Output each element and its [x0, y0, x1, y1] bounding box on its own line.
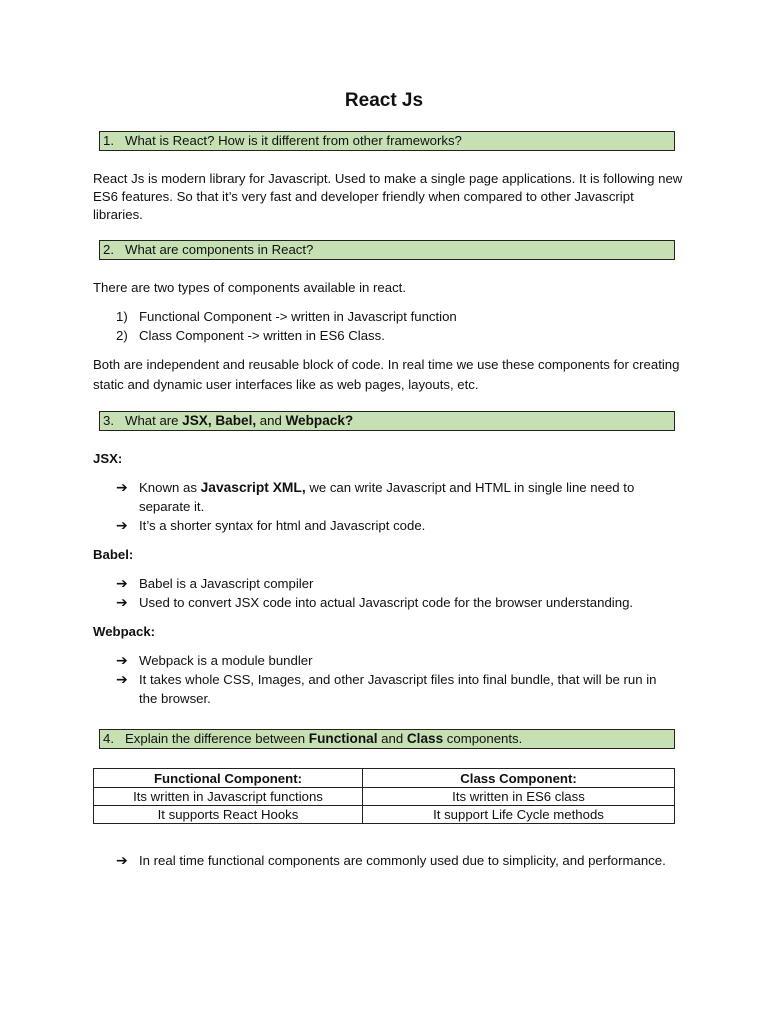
babel-list [116, 574, 676, 612]
answer-2-intro: There are two types of components available in react. [93, 280, 407, 295]
arrow-bullet-icon: ➔ [116, 671, 128, 687]
jsx-list [116, 478, 676, 535]
question-2-box [99, 240, 675, 260]
question-3-text: What are JSX, Babel, and Webpack? [125, 413, 354, 428]
list-item-text: Class Component -> written in ES6 Class. [139, 328, 385, 343]
question-2-number: 2. [103, 242, 114, 257]
arrow-bullet-icon: ➔ [116, 594, 128, 610]
question-4-box [99, 729, 675, 749]
table-header-cell: Class Component: [363, 769, 675, 788]
arrow-bullet-icon: ➔ [116, 652, 128, 668]
question-4-number: 4. [103, 731, 114, 746]
list-item-text: Functional Component -> written in Javascript function [139, 309, 457, 324]
table-cell: Its written in Javascript functions [94, 788, 363, 806]
question-1-text: What is React? How is it different from other frameworks? [125, 133, 462, 148]
arrow-bullet-icon: ➔ [116, 575, 128, 591]
webpack-list [116, 651, 676, 708]
arrow-bullet-icon: ➔ [116, 479, 128, 495]
table-cell: It support Life Cycle methods [363, 806, 675, 824]
question-1-number: 1. [103, 133, 114, 148]
list-item: ➔ Used to convert JSX code into actual Javascript code for the browser understanding. [116, 594, 634, 610]
question-4-text: Explain the difference between Functional and Class components. [125, 731, 523, 746]
list-item: ➔ Known as Javascript XML, we can write Javascript and HTML in single line need to separate it. [116, 479, 635, 514]
babel-heading: Babel: [93, 547, 134, 562]
conclusion-list [116, 851, 676, 870]
list-item: ➔ It takes whole CSS, Images, and other Javascript files into final bundle, that will be run in the browser. [116, 671, 657, 706]
question-3-box [99, 411, 675, 431]
table-row [94, 788, 675, 806]
table-header-cell: Functional Component: [94, 769, 363, 788]
arrow-bullet-icon: ➔ [116, 517, 128, 533]
table-cell: It supports React Hooks [94, 806, 363, 824]
list-item: ➔ Webpack is a module bundler [116, 652, 313, 668]
question-2-text: What are components in React? [125, 242, 314, 257]
list-item-number: 2) [116, 328, 128, 343]
page-title: React Js [344, 90, 424, 111]
arrow-bullet-icon: ➔ [116, 852, 128, 868]
table-row [94, 806, 675, 824]
list-item-number: 1) [116, 309, 128, 324]
answer-1-paragraph: React Js is modern library for Javascript. Used to make a single page applications. It is following new ES6 features. So that it’s very fast and developer friendly when compared to other Javascript libraries. [93, 171, 683, 222]
answer-2-outro: Both are independent and reusable block of code. In real time we use these components for creating static and dynamic user interfaces like as web pages, layouts, etc. [93, 357, 680, 392]
list-item: ➔ Babel is a Javascript compiler [116, 575, 314, 591]
list-item: ➔ It’s a shorter syntax for html and Javascript code. [116, 517, 426, 533]
webpack-heading: Webpack: [93, 624, 156, 639]
jsx-heading: JSX: [93, 451, 123, 466]
comparison-table [93, 768, 675, 824]
table-cell: Its written in ES6 class [363, 788, 675, 806]
list-item: ➔ In real time functional components are commonly used due to simplicity, and performance. [116, 852, 666, 868]
table-header-row [94, 769, 675, 788]
question-3-number: 3. [103, 413, 114, 428]
question-1-box [99, 131, 675, 151]
